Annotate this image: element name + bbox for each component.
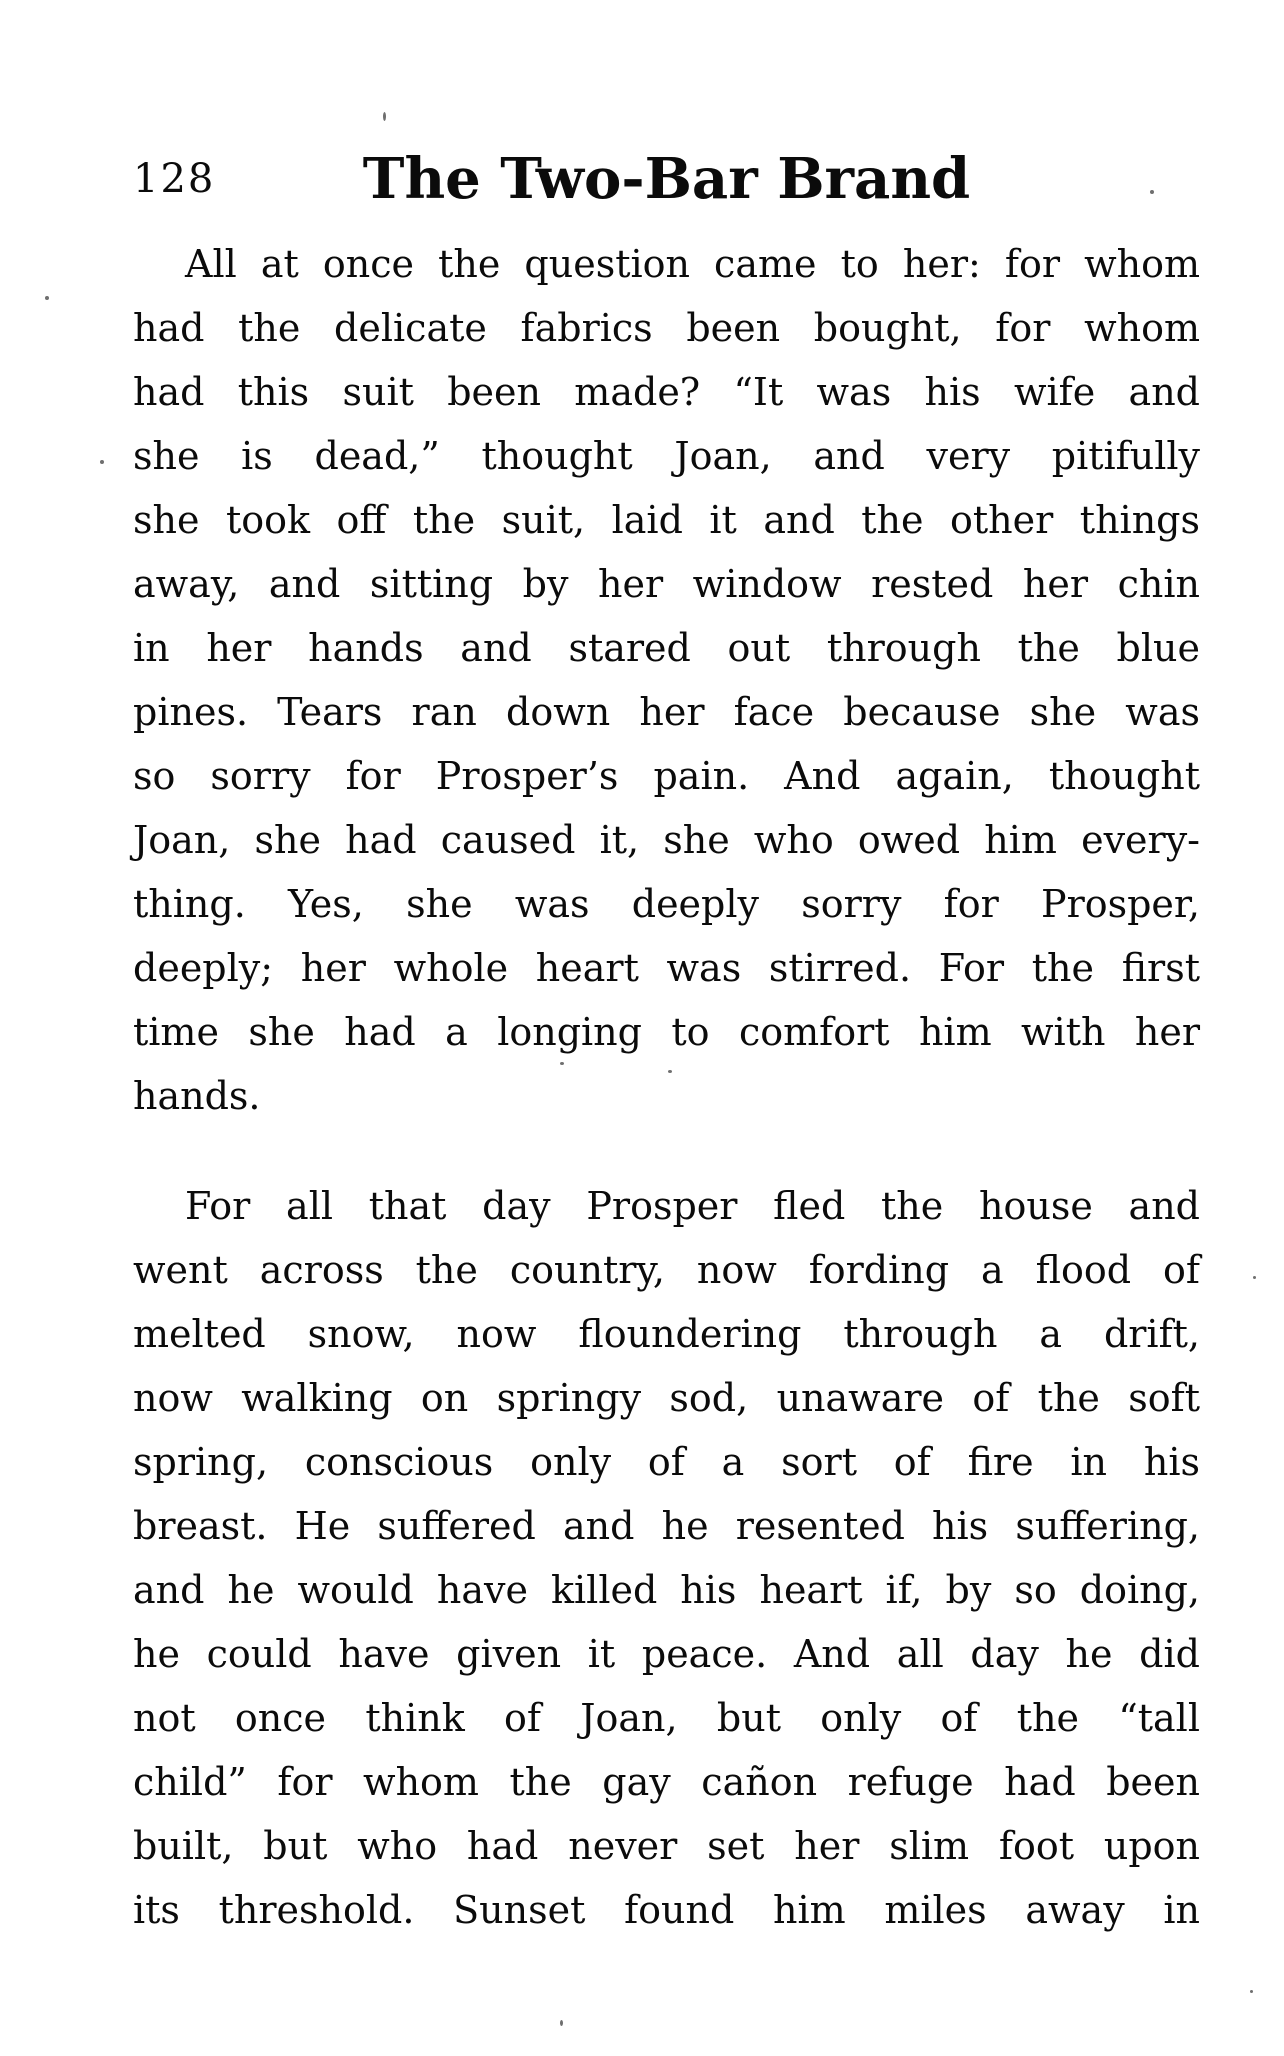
text-line: he could have given it peace. And all day he did xyxy=(133,1632,1200,1676)
scan-speck xyxy=(383,112,386,121)
text-line: deeply; her whole heart was stirred. For the first xyxy=(133,946,1200,990)
scan-speck xyxy=(1250,1990,1253,1993)
text-line: so sorry for Prosper’s pain. And again, thought xyxy=(133,754,1200,798)
text-line: built, but who had never set her slim foot upon xyxy=(133,1824,1200,1868)
scan-speck xyxy=(560,1062,564,1065)
text-line: had this suit been made? “It was his wife and xyxy=(133,370,1200,414)
text-line: pines. Tears ran down her face because she was xyxy=(133,690,1200,734)
text-line: she took off the suit, laid it and the other things xyxy=(133,498,1200,542)
page-title: The Two-Bar Brand xyxy=(362,146,971,212)
text-line: melted snow, now floundering through a drift, xyxy=(133,1312,1200,1356)
text-line: in her hands and stared out through the blue xyxy=(133,626,1200,670)
scan-speck xyxy=(45,296,49,300)
text-line: child” for whom the gay cañon refuge had been xyxy=(133,1760,1200,1804)
text-line: thing. Yes, she was deeply sorry for Prosper, xyxy=(133,882,1200,926)
text-line: All at once the question came to her: for whom xyxy=(185,242,1200,286)
scan-speck xyxy=(100,460,104,464)
text-line: Joan, she had caused it, she who owed him every- xyxy=(133,818,1200,862)
paragraph-gap xyxy=(133,1128,1200,1174)
text-line: had the delicate fabrics been bought, for whom xyxy=(133,306,1200,350)
text-line: spring, conscious only of a sort of fire in his xyxy=(133,1440,1200,1484)
page-body xyxy=(133,232,1200,1942)
text-line: she is dead,” thought Joan, and very pitifully xyxy=(133,434,1200,478)
text-line: hands. xyxy=(133,1074,261,1118)
text-line: and he would have killed his heart if, by so doing, xyxy=(133,1568,1200,1612)
page-number: 128 xyxy=(133,156,216,202)
scan-speck xyxy=(668,1070,672,1073)
text-line: its threshold. Sunset found him miles away in xyxy=(133,1888,1200,1932)
text-line: breast. He suffered and he resented his suffering, xyxy=(133,1504,1200,1548)
text-line: now walking on springy sod, unaware of the soft xyxy=(133,1376,1200,1420)
text-line: away, and sitting by her window rested her chin xyxy=(133,562,1200,606)
scan-speck xyxy=(1150,190,1154,194)
text-line: For all that day Prosper fled the house and xyxy=(185,1184,1200,1228)
text-line: went across the country, now fording a flood of xyxy=(133,1248,1200,1292)
scan-speck xyxy=(1253,1276,1256,1279)
scan-speck xyxy=(560,2020,563,2026)
text-line: not once think of Joan, but only of the “tall xyxy=(133,1696,1200,1740)
text-line: time she had a longing to comfort him with her xyxy=(133,1010,1200,1054)
page-header xyxy=(133,146,1200,212)
